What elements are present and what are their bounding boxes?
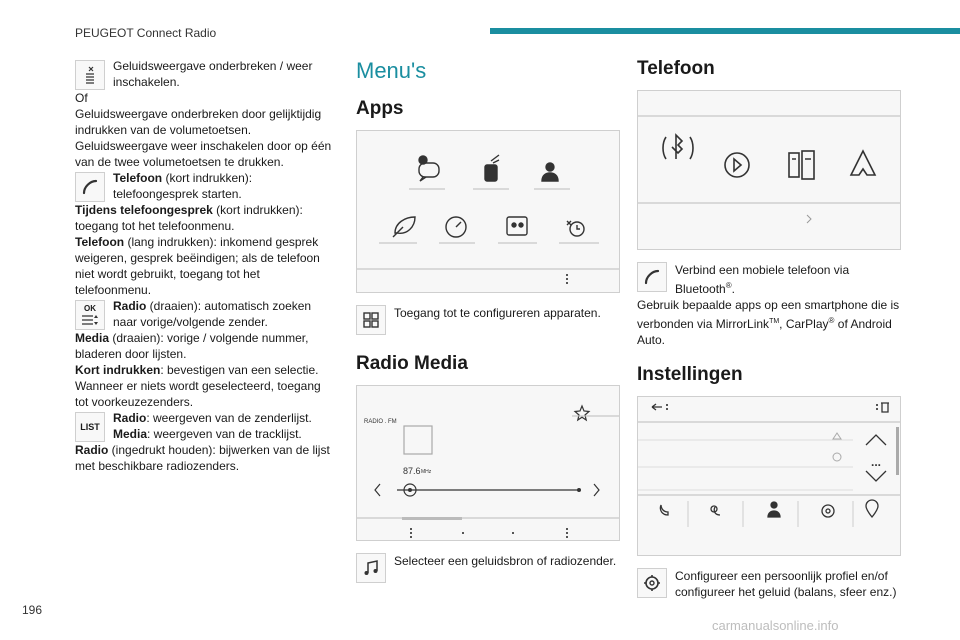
short-press-bold: Kort indrukken [75, 363, 161, 377]
during-call-text [75, 202, 337, 234]
radio-desc: (draaien): automatisch zoeken naar vorige/volgende zender. [113, 299, 312, 329]
telefoon-screen-graphic [638, 91, 900, 249]
telefoon-caption-row [637, 260, 901, 297]
bluetooth-small-icon [807, 215, 811, 223]
radio-media-title: Radio Media [356, 353, 468, 374]
media-desc: (draaien): vorige / volgende nummer, bladeren door lijsten. [75, 331, 309, 361]
radio-screen [356, 385, 620, 541]
mute-text: Geluidsweergave onderbreken / weer inschakelen. [113, 59, 313, 89]
radio-text [113, 298, 337, 330]
back-arrow-icon [652, 404, 662, 410]
scroll-down-icon [866, 471, 886, 481]
station-logo-box [404, 426, 432, 454]
middle-column [356, 58, 620, 583]
apps-caption-row [356, 303, 620, 335]
gauge-app-icon [446, 217, 466, 237]
mute-alt-text: Geluidsweergave onderbreken door gelijktijdig indrukken van de volumetoetsen. [75, 107, 322, 137]
scroll-up-icon [866, 435, 886, 445]
mute-list-icon [75, 60, 105, 90]
ok-wheel-icon [75, 300, 105, 330]
apps-title: Apps [356, 98, 404, 119]
telefoon-screen [637, 90, 901, 250]
phone-long-desc: (lang indrukken): inkomend gesprek weigeren, gesprek beëindigen; als de telefoon niet wordt gebruikt, toegang tot het telefoonmenu. [75, 235, 320, 297]
user-app-icon [542, 163, 558, 181]
header-title: PEUGEOT Connect Radio [75, 26, 217, 40]
apps-screen-graphic [357, 131, 619, 292]
settings-caption-icon [637, 568, 667, 598]
timer-app-icon [567, 221, 584, 236]
header-accent-bar [490, 28, 960, 34]
phone-long-text [75, 234, 337, 298]
instellingen-screen-graphic [638, 397, 900, 555]
contacts-app-icon [507, 217, 527, 235]
favorite-star-icon [575, 406, 589, 420]
phone-long-bold: Telefoon [75, 235, 125, 249]
telefoon-title: Telefoon [637, 58, 715, 79]
bluetooth-phone-icon [663, 135, 693, 159]
eco-app-icon [393, 217, 415, 237]
during-call-desc: (kort indrukken): toegang tot het telefoonmenu. [75, 203, 303, 233]
watermark: carmanualsonline.info [712, 618, 839, 633]
list-radio-line [113, 410, 337, 426]
list-button-icon: LIST [75, 412, 105, 442]
media-bold: Media [75, 331, 110, 345]
right-column [637, 58, 901, 600]
android-text: of Android Auto. [637, 317, 892, 347]
radio-caption: Selecteer een geluidsbron of radiozender. [394, 554, 617, 568]
short-press-desc: : bevestigen van een selectie. Wanneer er niets wordt geselecteerd, toegang tot voorkeuzezenders. [75, 363, 321, 409]
short-press-text [75, 362, 337, 410]
telefoon-caption-1-text: Verbind een mobiele telefoon via Bluetooth [675, 263, 850, 296]
phone-icon [75, 172, 105, 202]
list-row [75, 410, 337, 442]
phone-bold: Telefoon [113, 171, 163, 185]
mirrorlink-icon [789, 151, 814, 179]
sms-app-icon [419, 156, 439, 181]
during-call-bold: Tijdens telefoongesprek [75, 203, 213, 217]
radio-frequency-unit: MHz [421, 469, 432, 475]
scrollbar [896, 427, 899, 475]
mute-restore-text: Geluidsweergave weer inschakelen door op één van de twee volumetoetsen te drukken. [75, 139, 332, 169]
telefoon-caption-2-text: Gebruik bepaalde apps op een smartphone die is verbonden via MirrorLink [637, 298, 900, 331]
of-text: Of [75, 91, 88, 105]
media-text [75, 330, 337, 362]
list-hold-bold: Radio [75, 443, 109, 457]
list-hold-text [75, 442, 337, 474]
phone-caption-icon [637, 262, 667, 292]
list-radio-bold: Radio [113, 411, 147, 425]
profile-icon [768, 502, 780, 517]
menus-title: Menu's [356, 58, 427, 83]
instellingen-screen [637, 396, 901, 556]
carplay-icon [725, 153, 749, 177]
ok-row [75, 298, 337, 330]
apps-screen [356, 130, 620, 293]
android-auto-icon [851, 151, 875, 175]
night-mode-icon [660, 505, 668, 515]
next-station-icon [594, 484, 599, 496]
carplay-text: , CarPlay [779, 317, 829, 331]
list-hold-desc: (ingedrukt houden): bijwerken van de lijst met beschikbare radiozenders. [75, 443, 330, 473]
list-media-desc: : weergeven van de tracklijst. [147, 427, 302, 441]
day-night-icon [711, 506, 720, 515]
tm-mark: TM [769, 318, 780, 325]
phone-text [113, 170, 337, 202]
page-number: 196 [22, 603, 43, 617]
instellingen-title: Instellingen [637, 364, 743, 385]
prev-station-icon [375, 484, 380, 496]
apps-caption: Toegang tot te configureren apparaten. [394, 306, 601, 320]
apps-grid-icon [356, 305, 386, 335]
radio-band-label: RADIO . FM [364, 419, 397, 425]
settings-ellipsis: ... [871, 455, 882, 469]
location-pin-icon [866, 500, 878, 517]
instellingen-caption: Configureer een persoonlijk profiel en/of configureer het geluid (balans, sfeer enz.) [675, 569, 897, 599]
telefoon-caption-1 [675, 262, 901, 297]
list-radio-desc: : weergeven van de zenderlijst. [146, 411, 312, 425]
radio-bold: Radio [113, 299, 147, 313]
radio-caption-row [356, 551, 620, 583]
telefoon-caption-2 [637, 297, 901, 348]
registered-mark: ® [725, 281, 732, 290]
radio-screen-graphic [357, 386, 619, 540]
ok-label: OK [84, 303, 96, 313]
phone-desc: (kort indrukken): telefoongesprek starten. [113, 171, 253, 201]
instellingen-caption-row [637, 566, 901, 600]
radio-frequency-value: 87.6 [403, 466, 421, 476]
music-note-icon [356, 553, 386, 583]
list-text [113, 410, 337, 442]
phone-row [75, 170, 337, 202]
telefoon-caption-1-end: . [731, 282, 735, 296]
phone-app-icon [485, 155, 499, 181]
list-media-line [113, 426, 337, 442]
registered-mark-2: ® [828, 316, 835, 325]
list-media-bold: Media [113, 427, 148, 441]
trash-icon [881, 403, 889, 412]
settings-gear-icon [822, 505, 834, 517]
left-column [75, 58, 337, 474]
mute-row [75, 58, 337, 90]
